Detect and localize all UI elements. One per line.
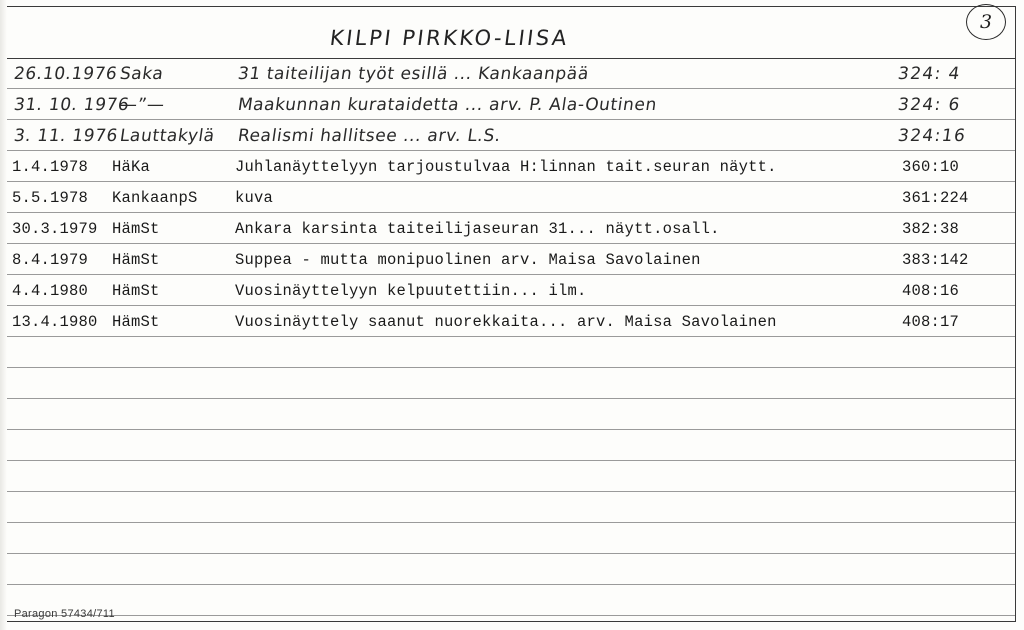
page-title: KILPI PIRKKO-LIISA <box>328 26 571 50</box>
rule-line <box>7 430 1015 461</box>
entry-source: HäKa <box>112 157 151 176</box>
rule-line <box>7 399 1015 430</box>
entry-date: 5.5.1978 <box>12 188 89 207</box>
entry-reference: 383:142 <box>902 250 969 269</box>
entry-source: HämSt <box>112 281 160 300</box>
card-number: 3 <box>979 11 993 33</box>
entry-row <box>0 151 1008 182</box>
entry-date: 13.4.1980 <box>12 312 98 331</box>
entry-description: Suppea - mutta monipuolinen arv. Maisa Savolainen <box>235 250 701 269</box>
entry-date: 8.4.1979 <box>12 250 89 269</box>
rule-line <box>7 523 1015 554</box>
entry-source: —”— <box>118 94 167 115</box>
entry-date: 3. 11. 1976 <box>12 125 120 146</box>
entry-date: 31. 10. 1976 <box>12 94 131 115</box>
rule-line <box>7 461 1015 492</box>
entry-source: Lauttakylä <box>118 125 217 146</box>
rule-line <box>7 585 1015 616</box>
entry-description: Vuosinäyttely saanut nuorekkaita... arv. Maisa Savolainen <box>235 312 777 331</box>
entry-description: Vuosinäyttelyyn kelpuutettiin... ilm. <box>235 281 587 300</box>
entry-date: 30.3.1979 <box>12 219 98 238</box>
rule-line <box>7 492 1015 523</box>
entry-row <box>0 58 1010 89</box>
entry-reference: 408:17 <box>902 312 960 331</box>
entry-description: Maakunnan kurataidetta ... arv. P. Ala-Outinen <box>236 94 659 115</box>
entry-reference: 360:10 <box>902 157 960 176</box>
entry-reference: 382:38 <box>902 219 960 238</box>
entry-source: HämSt <box>112 312 160 331</box>
entry-row <box>0 89 1010 120</box>
entry-description: Realismi hallitsee ... arv. L.S. <box>236 125 503 146</box>
entry-row <box>0 213 1008 244</box>
entry-date: 4.4.1980 <box>12 281 89 300</box>
entry-date: 1.4.1978 <box>12 157 89 176</box>
entry-reference: 324:16 <box>896 125 968 146</box>
printer-imprint: Paragon 57434/711 <box>14 608 115 620</box>
rule-line <box>7 337 1015 368</box>
entry-row <box>0 244 1008 275</box>
rule-line <box>7 368 1015 399</box>
entry-description: kuva <box>235 188 274 207</box>
entry-row <box>0 182 1008 213</box>
entry-date: 26.10.1976 <box>12 63 119 84</box>
entry-row <box>0 275 1008 306</box>
entry-source: HämSt <box>112 250 160 269</box>
rule-line <box>7 554 1015 585</box>
entry-source: HämSt <box>112 219 160 238</box>
entry-description: Juhlanäyttelyyn tarjoustulvaa H:linnan tait.seuran näytt. <box>235 157 777 176</box>
entry-description: 31 taiteilijan työt esillä ... Kankaanpää <box>236 63 591 84</box>
entry-reference: 361:224 <box>902 188 969 207</box>
entry-row <box>0 120 1010 151</box>
entry-source: KankaanpS <box>112 188 198 207</box>
entry-row <box>0 306 1008 337</box>
entry-reference: 408:16 <box>902 281 960 300</box>
entry-description: Ankara karsinta taiteilijaseuran 31... näytt.osall. <box>235 219 720 238</box>
entry-reference: 324: 6 <box>896 94 963 115</box>
entry-reference: 324: 4 <box>896 63 963 84</box>
entry-source: Saka <box>118 63 165 84</box>
card-number-badge <box>966 4 1006 40</box>
